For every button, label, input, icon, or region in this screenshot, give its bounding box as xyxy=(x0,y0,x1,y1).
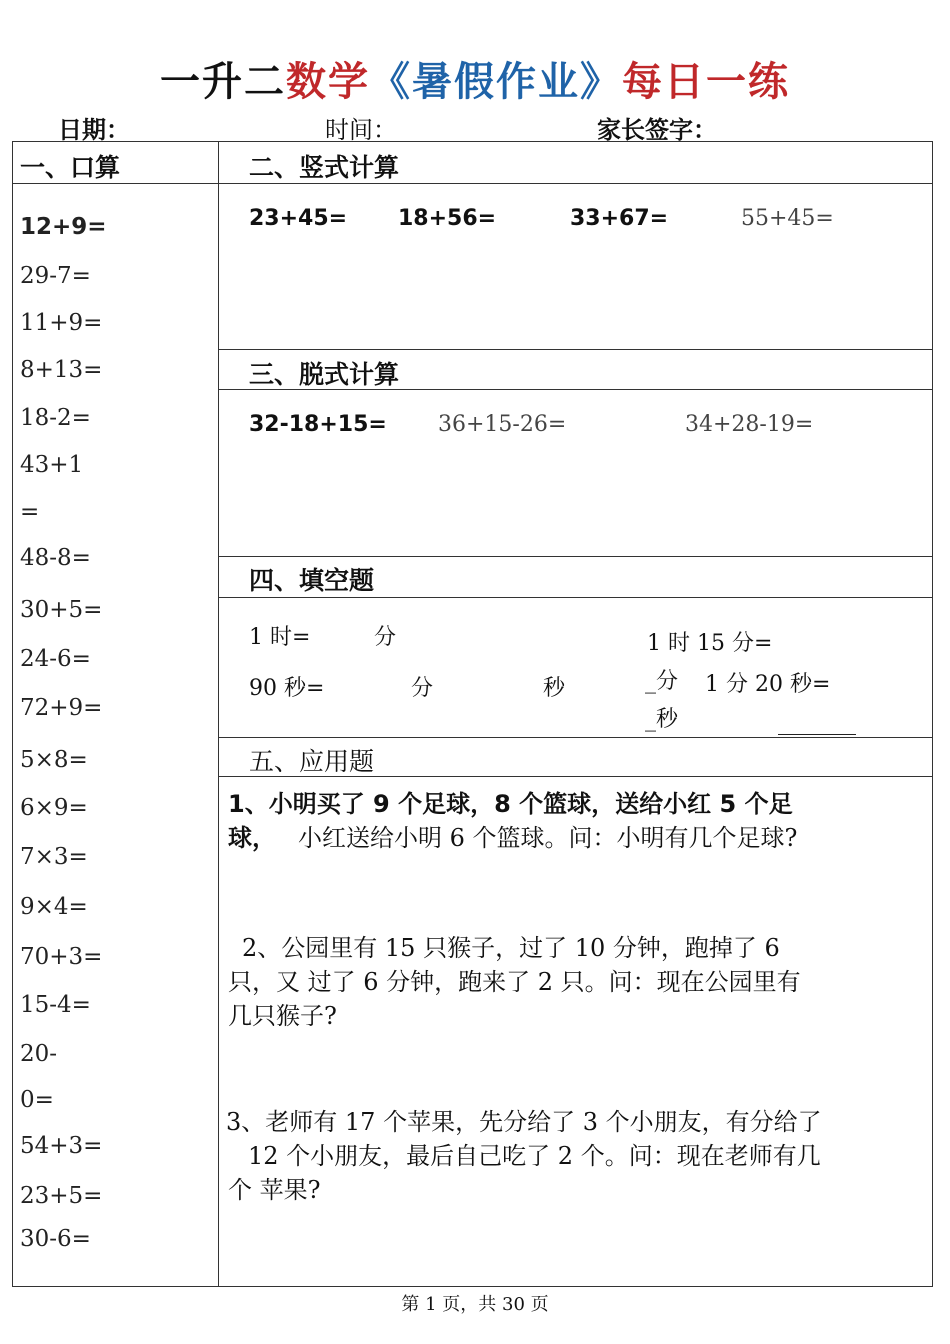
date-label: 日期： xyxy=(58,116,130,144)
oral-item: 7×3= xyxy=(20,844,88,870)
title-grade: 一升二 xyxy=(160,59,286,105)
oral-item: 43+1 xyxy=(20,452,84,478)
fill-item-seconds-min-unit: 分 xyxy=(411,676,434,701)
fill-item-hour-unit: 分 xyxy=(374,625,397,650)
divider-5-top xyxy=(218,737,933,738)
oral-item: 8+13= xyxy=(20,357,103,383)
page-title xyxy=(0,50,950,107)
oral-item: 54+3= xyxy=(20,1133,103,1159)
question-3 xyxy=(226,1105,926,1207)
oral-item: 48-8= xyxy=(20,545,91,571)
section-stepwise-heading: 三、脱式计算 xyxy=(249,360,400,389)
vertical-item: 23+45= xyxy=(249,206,348,231)
column-divider xyxy=(218,141,219,1287)
fill-item-hour-min-unit: _分 xyxy=(645,669,679,694)
header-row-divider xyxy=(12,183,933,184)
divider-4-bottom xyxy=(218,597,933,598)
title-book: 《暑假作业》 xyxy=(370,59,622,105)
oral-item: 15-4= xyxy=(20,992,91,1018)
oral-item: 5×8= xyxy=(20,747,88,773)
title-subject: 数学 xyxy=(286,59,370,105)
oral-item: 11+9= xyxy=(20,310,103,336)
fill-item-seconds: 90 秒= xyxy=(249,676,325,701)
oral-item: 6×9= xyxy=(20,795,88,821)
fill-item-hour-min: 1 时 15 分= xyxy=(647,631,773,656)
question-3-line-2: 12 个小朋友，最后自己吃了 2 个。问：现在老师有几 xyxy=(248,1142,821,1170)
question-2 xyxy=(228,931,928,1033)
oral-item: 70+3= xyxy=(20,944,103,970)
parent-signature-label: 家长签字： xyxy=(597,116,717,144)
question-1-line-1: 1、小明买了 9 个足球，8 个篮球，送给小红 5 个足 xyxy=(228,790,793,818)
oral-item: 23+5= xyxy=(20,1183,103,1209)
vertical-item: 18+56= xyxy=(398,206,497,231)
section-fill-heading: 四、填空题 xyxy=(249,566,375,595)
fill-item-hour: 1 时= xyxy=(249,625,311,650)
stepwise-item: 36+15-26= xyxy=(438,412,567,437)
vertical-item: 33+67= xyxy=(570,206,669,231)
fill-item-min-sec-unit: _秒 xyxy=(645,707,679,732)
oral-item: 72+9= xyxy=(20,695,103,721)
question-1 xyxy=(228,787,928,855)
title-daily: 每日一练 xyxy=(622,59,790,105)
oral-item: 9×4= xyxy=(20,894,88,920)
stepwise-item: 32-18+15= xyxy=(249,412,387,437)
page-footer: 第 1 页，共 30 页 xyxy=(401,1294,549,1315)
oral-item: = xyxy=(20,499,40,525)
stepwise-item: 34+28-19= xyxy=(685,412,814,437)
oral-item: 20- xyxy=(20,1041,58,1067)
question-2-line-3: 几只猴子? xyxy=(228,1002,337,1030)
question-3-line-3: 个 苹果? xyxy=(228,1176,321,1204)
question-1-line-2a: 球， xyxy=(228,824,276,852)
vertical-item: 55+45= xyxy=(741,206,834,231)
question-2-line-1: 2、公园里有 15 只猴子，过了 10 分钟，跑掉了 6 xyxy=(242,934,780,962)
fill-item-min-sec: 1 分 20 秒= xyxy=(705,672,831,697)
question-1-line-2b: 小红送给小明 6 个篮球。问：小明有几个足球? xyxy=(298,824,798,852)
section-vertical-heading: 二、竖式计算 xyxy=(249,153,400,182)
oral-item: 12+9= xyxy=(20,214,107,240)
answer-blank-line xyxy=(778,734,856,735)
time-label: 时间： xyxy=(325,116,397,144)
question-3-line-1: 3、老师有 17 个苹果，先分给了 3 个小朋友，有分给了 xyxy=(226,1108,822,1136)
oral-item: 30+5= xyxy=(20,597,103,623)
divider-4-top xyxy=(218,556,933,557)
section-applied-heading: 五、应用题 xyxy=(249,747,375,776)
question-2-line-2: 只，又 过了 6 分钟，跑来了 2 只。问：现在公园里有 xyxy=(228,968,801,996)
section-oral-heading: 一、口算 xyxy=(20,153,121,182)
oral-item: 0= xyxy=(20,1087,54,1113)
divider-3-top xyxy=(218,349,933,350)
oral-item: 29-7= xyxy=(20,263,91,289)
fill-item-seconds-sec-unit: 秒 xyxy=(543,676,566,701)
oral-item: 24-6= xyxy=(20,646,91,672)
oral-item: 18-2= xyxy=(20,405,91,431)
oral-item: 30-6= xyxy=(20,1226,91,1252)
